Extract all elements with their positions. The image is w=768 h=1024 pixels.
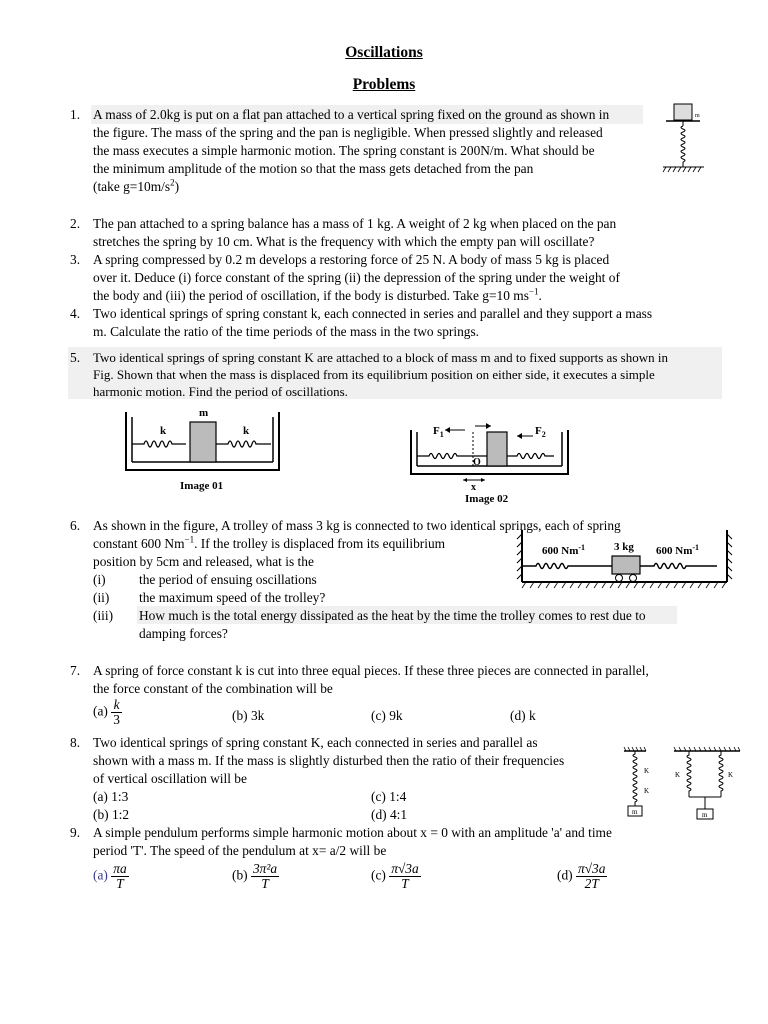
q1-line-1: A mass of 2.0kg is put on a flat pan attached to a vertical spring fixed on the ground as shown in bbox=[93, 107, 610, 122]
fig-k: K bbox=[728, 771, 734, 779]
trolley-spring-figure bbox=[516, 526, 738, 592]
page-title: Oscillations bbox=[345, 44, 423, 61]
fig-k-left: k bbox=[160, 425, 167, 437]
fig-caption: Image 02 bbox=[465, 493, 509, 505]
fig-mass: 3 kg bbox=[614, 541, 634, 553]
question-number: 7. bbox=[70, 663, 81, 678]
q7-option-a: (a) $\frac{k}{3}$ bbox=[93, 697, 120, 727]
q6-part-text: How much is the total energy dissipated as the heat by the time the trolley comes to rest due to bbox=[139, 608, 646, 623]
q6-line-1: As shown in the figure, A trolley of mass 3 kg is connected to two identical springs, each of spring bbox=[93, 518, 621, 533]
q6-line-2: constant 600 $Nm^{-1}$. If the trolley is displaced from its equilibrium bbox=[93, 534, 446, 551]
q9-line-2: period 'T'. The speed of the pendulum at x= a/2 will be bbox=[93, 843, 387, 858]
q5-line-1: Two identical springs of spring constant K are attached to a block of mass m and to fixed supports as shown in bbox=[93, 350, 668, 365]
fig-caption: Image 01 bbox=[180, 480, 224, 492]
page-subtitle: Problems bbox=[352, 76, 416, 93]
q1-line-4: the minimum amplitude of the motion so that the mass gets detached from the pan bbox=[93, 161, 534, 176]
series-parallel-spring-figure bbox=[618, 745, 748, 825]
q5-line-2: Fig. Shown that when the mass is displaced from its equilibrium position on either side, it executes a simple bbox=[93, 367, 655, 382]
fig-m: m bbox=[199, 407, 209, 419]
q8-line-1: Two identical springs of spring constant K, each connected in series and parallel as bbox=[93, 735, 538, 750]
q6-part-text: the period of ensuing oscillations bbox=[139, 572, 317, 587]
question-number: 1. bbox=[70, 107, 81, 122]
fig-k-right: k bbox=[243, 425, 250, 437]
q6-part-text: the maximum speed of the trolley? bbox=[139, 590, 326, 605]
q9-option-d: (d) $\frac{\pi√3a}{2T}$ bbox=[557, 861, 606, 891]
question-number: 5. bbox=[70, 350, 81, 365]
q6-part-text-cont: damping forces? bbox=[139, 626, 228, 641]
q8-option-d: (d) 4:1 bbox=[371, 807, 408, 822]
fig-k-right: 600 $Nm^{-1}$ bbox=[656, 543, 700, 557]
spring-block-figure-2 bbox=[405, 418, 575, 508]
fig-m-left: m bbox=[632, 808, 638, 816]
q7-option-b: (b) 3k bbox=[232, 708, 265, 723]
spring-block-figure-1 bbox=[120, 402, 285, 494]
q4-line-2: m. Calculate the ratio of the time periods of the mass in the two springs. bbox=[93, 324, 480, 339]
q7-option-c: (c) 9k bbox=[371, 708, 403, 723]
q2-line-1: The pan attached to a spring balance has a mass of 1 kg. A weight of 2 kg when placed on the pan bbox=[93, 216, 617, 231]
q7-line-2: the force constant of the combination will be bbox=[93, 681, 333, 696]
question-number: 6. bbox=[70, 518, 81, 533]
q8-option-a: (a) 1:3 bbox=[93, 789, 129, 804]
q3-line-1: A spring compressed by 0.2 m develops a restoring force of 25 N. A body of mass 5 kg is placed bbox=[93, 252, 610, 267]
vertical-spring-figure bbox=[660, 100, 710, 176]
fig-mass-label: m bbox=[695, 113, 700, 119]
fig-x: x bbox=[471, 482, 476, 493]
q3-line-2: over it. Deduce (i) force constant of the spring (ii) the depression of the spring under the weight of bbox=[93, 270, 620, 285]
q6-line-3: position by 5cm and released, what is the bbox=[93, 554, 314, 569]
q6-part-label: (i) bbox=[93, 572, 106, 587]
q8-option-c: (c) 1:4 bbox=[371, 789, 407, 804]
q2-line-2: stretches the spring by 10 cm. What is the frequency with which the empty pan will oscillate? bbox=[93, 234, 595, 249]
q4-line-1: Two identical springs of spring constant k, each connected in series and parallel and they support a mass bbox=[93, 306, 653, 321]
question-number: 3. bbox=[70, 252, 81, 267]
question-number: 8. bbox=[70, 735, 81, 750]
fig-k: K bbox=[644, 787, 650, 795]
q1-line-5: (take $g=10m/s^2$) bbox=[93, 177, 180, 194]
q6-part-label: (ii) bbox=[93, 590, 110, 605]
q8-line-3: of vertical oscillation will be bbox=[93, 771, 247, 786]
fig-m-right: m bbox=[702, 811, 708, 819]
q7-option-d: (d) k bbox=[510, 708, 536, 723]
q1-line-2: the figure. The mass of the spring and the pan is negligible. When pressed slightly and released bbox=[93, 125, 603, 140]
q6-part-label: (iii) bbox=[93, 608, 114, 623]
q5-line-3: harmonic motion. Find the period of oscillations. bbox=[93, 384, 348, 399]
q9-option-b: (b) $\frac{\text{3π²a}}{T}$ bbox=[232, 861, 278, 891]
q7-line-1: A spring of force constant k is cut into three equal pieces. If these three pieces are connected in parallel, bbox=[93, 663, 649, 678]
question-number: 9. bbox=[70, 825, 81, 840]
q3-line-3: the body and (iii) the period of oscillation, if the body is disturbed. Take g=10 $ms^{-1}$. bbox=[93, 286, 542, 303]
fig-k: K bbox=[644, 767, 650, 775]
q9-option-a: (a) $\frac{\pi a}{T}$ bbox=[93, 861, 127, 891]
fig-f1: $F_1$ bbox=[433, 425, 444, 439]
fig-k: K bbox=[675, 771, 681, 779]
fig-k-left: 600 $Nm^{-1}$ bbox=[542, 543, 586, 557]
q8-line-2: shown with a mass m. If the mass is slightly disturbed then the ratio of their frequencies bbox=[93, 753, 565, 768]
q9-line-1: A simple pendulum performs simple harmonic motion about x = 0 with an amplitude 'a' and time bbox=[93, 825, 612, 840]
question-number: 4. bbox=[70, 306, 81, 321]
q8-option-b: (b) 1:2 bbox=[93, 807, 130, 822]
q1-line-3: the mass executes a simple harmonic motion. The spring constant is 200N/m. What should be bbox=[93, 143, 595, 158]
q9-option-c: (c) $\frac{\pi√3a}{T}$ bbox=[371, 861, 419, 891]
question-number: 2. bbox=[70, 216, 81, 231]
fig-f2: $F_2$ bbox=[535, 425, 546, 439]
fig-o: O bbox=[473, 457, 481, 468]
